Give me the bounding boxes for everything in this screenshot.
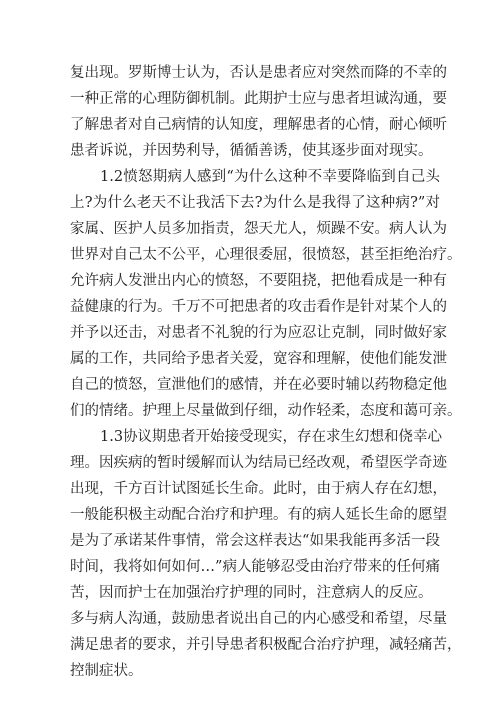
paragraph-2-line-8: 属的工作，共同给予患者关爱，宽容和理解，使他们能发泄	[70, 351, 447, 367]
paragraph-1-line-2: 一种正常的心理防御机制。此期护士应与患者坦诚沟通，要	[70, 91, 447, 107]
paragraph-2-line-10: 们的情绪。护理上尽量做到仔细，动作轻柔，态度和蔼可亲。	[70, 403, 462, 419]
paragraph-2-line-5: 允许病人发泄出内心的愤怒，不要阻挠，把他看成是一种有	[70, 273, 447, 289]
paragraph-3-line-3: 出现，千方百计试图延长生命。此时，由于病人存在幻想，	[70, 481, 447, 497]
paragraph-3-line-4: 一般能积极主动配合治疗和护理。有的病人延长生命的愿望	[70, 507, 447, 523]
paragraph-2-line-3: 家属、医护人员多加指责，怨天尤人，烦躁不安。病人认为	[70, 221, 447, 237]
paragraph-3-line-10: 控制症状。	[70, 663, 143, 679]
paragraph-1-line-1: 复出现。罗斯博士认为，否认是患者应对突然而降的不幸的	[70, 65, 447, 81]
paragraph-1-line-4: 患者诉说，并因势利导，循循善诱，使其逐步面对现实。	[70, 143, 433, 159]
paragraph-3-line-7: 苦，因而护士在加强治疗护理的同时，注意病人的反应。	[70, 585, 433, 601]
paragraph-2-line-9: 自己的愤怒，宣泄他们的感情，并在必要时辅以药物稳定他	[70, 377, 447, 393]
paragraph-3-line-9: 满足患者的要求，并引导患者积极配合治疗护理，减轻痛苦，	[70, 637, 462, 653]
paragraph-2-line-2: 上?为什么老天不让我活下去?为什么是我得了这种病?”对	[70, 195, 440, 211]
paragraph-2-line-7: 并予以还击，对患者不礼貌的行为应忍让克制，同时做好家	[70, 325, 447, 341]
paragraph-3-line-1: 1.3协议期患者开始接受现实，存在求生幻想和侥幸心	[100, 429, 443, 445]
paragraph-3-line-2: 理。因疾病的暂时缓解而认为结局已经改观，希望医学奇迹	[70, 455, 447, 471]
paragraph-3-line-5: 是为了承诺某件事情，常会这样表达“如果我能再多活一段	[70, 533, 440, 549]
paragraph-2-line-6: 益健康的行为。千万不可把患者的攻击看作是针对某个人的	[70, 299, 447, 315]
paragraph-2-line-4: 世界对自己太不公平，心理很委屈，很愤怒，甚至拒绝治疗。	[70, 247, 462, 263]
paragraph-1-line-3: 了解患者对自己病情的认知度，理解患者的心情，耐心倾听	[70, 117, 447, 133]
paragraph-3-line-6: 时间，我将如何如何…”病人能够忍受由治疗带来的任何痛	[70, 559, 440, 575]
paragraph-3-line-8: 多与病人沟通，鼓励患者说出自己的内心感受和希望，尽量	[70, 611, 447, 627]
paragraph-2-line-1: 1.2愤怒期病人感到“为什么这种不幸要降临到自己头	[100, 169, 440, 185]
